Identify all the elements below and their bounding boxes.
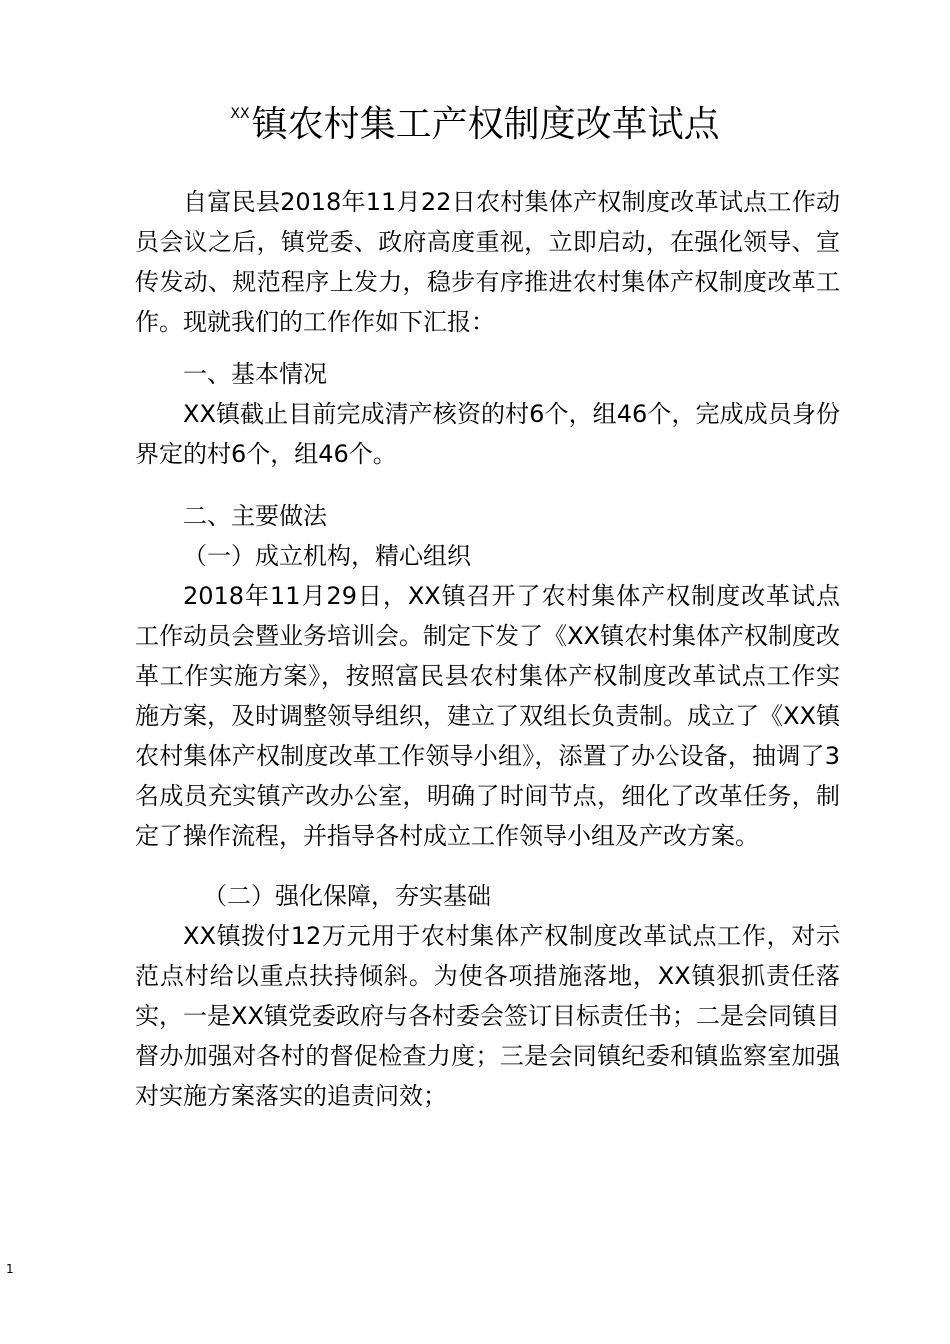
subsection-1-heading: （一）成立机构，精心组织: [183, 542, 471, 570]
title-prefix: XX: [230, 106, 250, 122]
title-text: 镇农村集工产权制度改革试点: [251, 104, 720, 145]
document-title: [0, 90, 950, 149]
document-body: [135, 182, 840, 1116]
subsection-2-heading: （二）强化保障，夯实基础: [203, 882, 491, 910]
subsection-2-paragraph: XX镇拨付12万元用于农村集体产权制度改革试点工作，对示范点村给以重点扶持倾斜。为使各项措施落地，XX镇狠抓责任落实，一是XX镇党委政府与各村委会签订目标责任书；二是会同镇目督办加强对各村的督促检查力度；三是会同镇纪委和镇监察室加强对实施方案落实的追责问效；: [135, 922, 840, 1110]
subsection-1-paragraph: 2018年11月29日，XX镇召开了农村集体产权制度改革试点工作动员会暨业务培训会。制定下发了《XX镇农村集体产权制度改革工作实施方案》，按照富民县农村集体产权制度改革试点工作实施方案，及时调整领导组织，建立了双组长负责制。成立了《XX镇农村集体产权制度改革工作领导小组》，添置了办公设备，抽调了3名成员充实镇产改办公室，明确了时间节点，细化了改革任务，制定了操作流程，并指导各村成立工作领导小组及产改方案。: [135, 582, 840, 850]
page-number: 1: [6, 1262, 14, 1276]
section-2-heading: 二、主要做法: [183, 502, 327, 530]
section-1-paragraph: XX镇截止目前完成清产核资的村6个，组46个，完成成员身份界定的村6个，组46个。: [135, 400, 840, 468]
section-1-heading: 一、基本情况: [183, 360, 327, 388]
intro-paragraph: 自富民县2018年11月22日农村集体产权制度改革试点工作动员会议之后，镇党委、政府高度重视，立即启动，在强化领导、宣传发动、规范程序上发力，稳步有序推进农村集体产权制度改革工作。现就我们的工作作如下汇报：: [135, 188, 840, 336]
